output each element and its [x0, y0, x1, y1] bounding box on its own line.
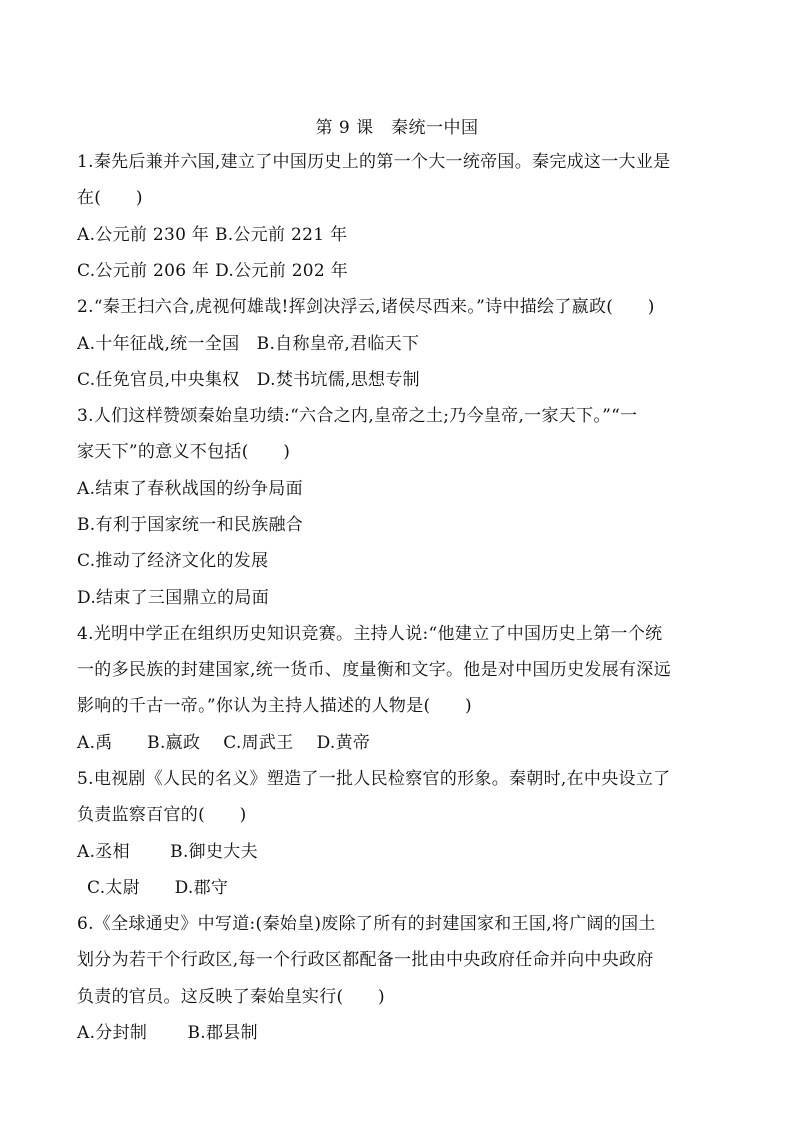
q1-options-cd: C.公元前 206 年 D.公元前 202 年: [77, 261, 349, 281]
q2-stem: 2.“秦王扫六合,虎视何雄哉!挥剑决浮云,诸侯尽西来。”诗中描绘了嬴政( ): [77, 297, 655, 317]
q3-stem-line-1: 3.人们这样赞颂秦始皇功绩:“六合之内,皇帝之土;乃今皇帝,一家天下。”“一: [77, 406, 638, 426]
q6-options-ab: A.分封制 B.郡县制: [77, 1023, 258, 1043]
q3-option-c: C.推动了经济文化的发展: [77, 551, 269, 571]
q2-options-ab: A.十年征战,统一全国 B.自称皇帝,君临天下: [77, 334, 420, 354]
q1-options-ab: A.公元前 230 年 B.公元前 221 年: [77, 225, 348, 245]
q6-stem-line-2: 划分为若干个行政区,每一个行政区都配备一批由中央政府任命并向中央政府: [77, 950, 654, 970]
q5-stem-line-2: 负责监察百官的( ): [77, 805, 247, 825]
q5-options-ab: A.丞相 B.御史大夫: [77, 842, 258, 862]
q1-stem-line-2: 在( ): [77, 188, 143, 208]
q6-stem-line-3: 负责的官员。这反映了秦始皇实行( ): [77, 987, 385, 1007]
q3-stem-line-2: 家天下”的意义不包括( ): [77, 442, 291, 462]
q5-options-cd: C.太尉 D.郡守: [87, 878, 229, 898]
lesson-title: 第 9 课 秦统一中国: [315, 118, 479, 138]
q2-options-cd: C.任免官员,中央集权 D.焚书坑儒,思想专制: [77, 370, 420, 390]
q5-stem-line-1: 5.电视剧《人民的名义》塑造了一批人民检察官的形象。秦朝时,在中央设立了: [77, 769, 671, 789]
q3-option-d: D.结束了三国鼎立的局面: [77, 588, 270, 608]
q1-stem-line-1: 1.秦先后兼并六国,建立了中国历史上的第一个大一统帝国。秦完成这一大业是: [77, 152, 671, 172]
q4-stem-line-3: 影响的千古一帝。”你认为主持人描述的人物是( ): [77, 696, 472, 716]
q4-options: A.禹 B.嬴政 C.周武王 D.黄帝: [77, 733, 371, 753]
q4-stem-line-2: 一的多民族的封建国家,统一货币、度量衡和文字。他是对中国历史发展有深远: [77, 660, 671, 680]
q6-stem-line-1: 6.《全球通史》中写道:(秦始皇)废除了所有的封建国家和王国,将广阔的国土: [77, 914, 656, 934]
q3-option-a: A.结束了春秋战国的纷争局面: [77, 479, 303, 499]
q4-stem-line-1: 4.光明中学正在组织历史知识竞赛。主持人说:“他建立了中国历史上第一个统: [77, 624, 663, 644]
q3-option-b: B.有利于国家统一和民族融合: [77, 515, 304, 535]
